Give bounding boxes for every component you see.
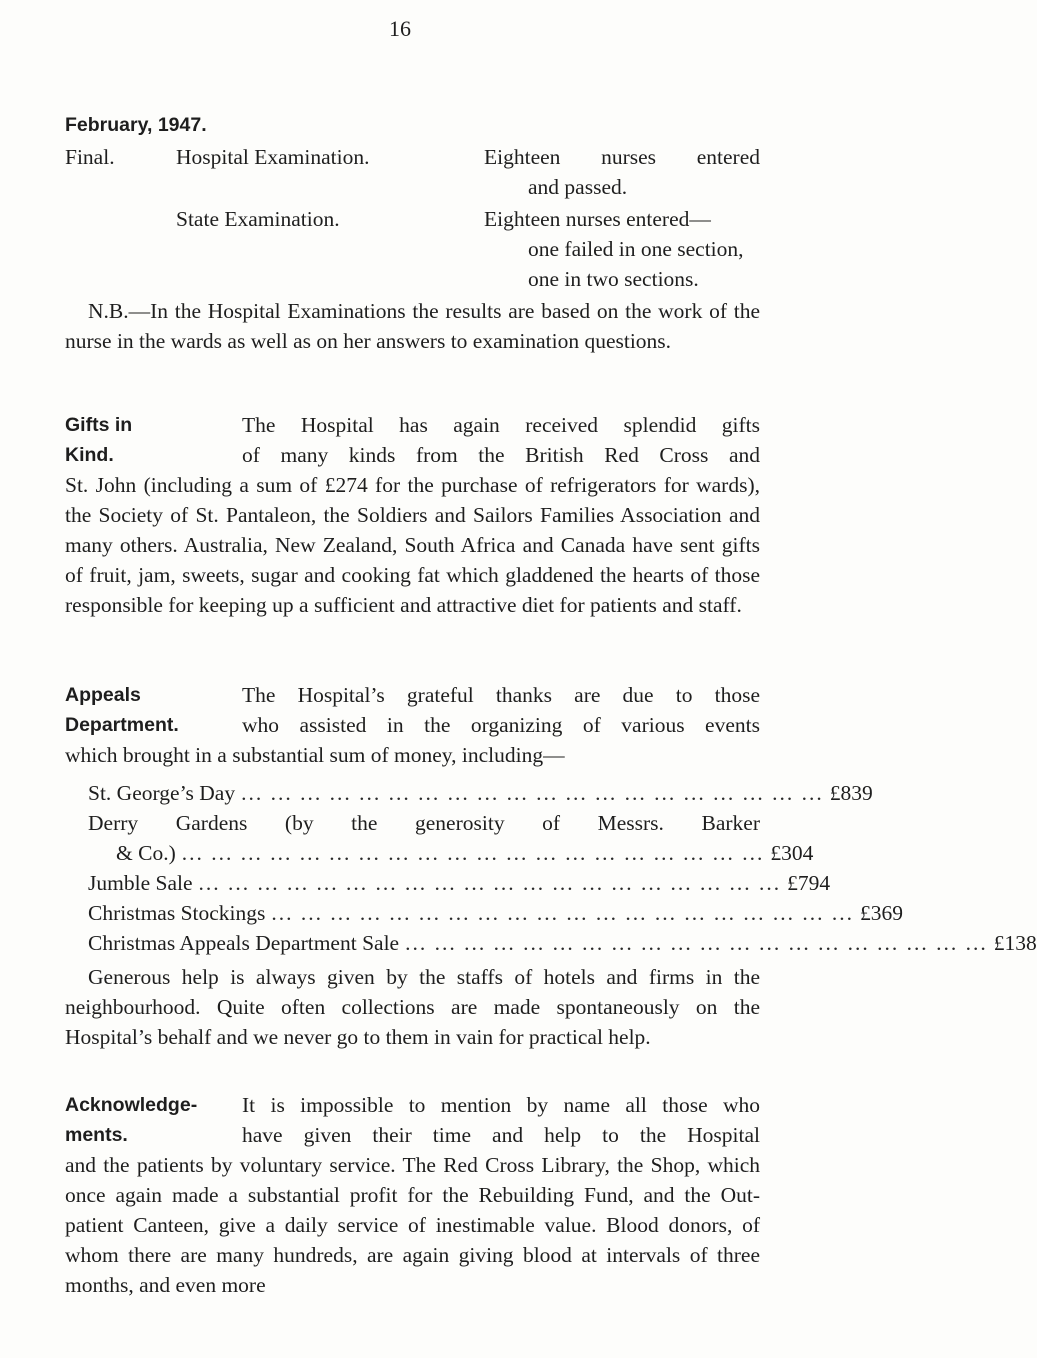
leader-dots: ... ... ... ... ... ... ... ... ... ... ... ... ... ... ... ... ... ... ... ... <box>405 931 988 955</box>
appeal-item <box>88 928 1037 958</box>
ack-second-line: have given their time and help to the Hospital <box>242 1123 760 1147</box>
appeals-heading-line2: Department. <box>65 714 179 736</box>
gifts-first-line: The Hospital has again received splendid gifts <box>242 413 760 437</box>
state-exam-label: State Examination. <box>176 207 340 231</box>
appeal-item <box>116 838 814 868</box>
appeal-item-amount: £369 <box>860 901 904 925</box>
section-date-heading: February, 1947. <box>65 114 207 136</box>
gifts-heading-line2: Kind. <box>65 444 114 466</box>
gifts-second-line: of many kinds from the British Red Cross and <box>242 443 760 467</box>
appeal-item <box>88 778 873 808</box>
appeal-item-amount: £794 <box>787 871 831 895</box>
exam-note: N.B.—In the Hospital Examinations the results are based on the work of the nurse in the wards as well as on her answers to examination questions. <box>65 299 760 353</box>
leader-dots: ... ... ... ... ... ... ... ... ... ... ... ... ... ... ... ... ... ... ... ... <box>271 901 855 925</box>
gifts-heading-line1: Gifts in <box>65 414 133 436</box>
ack-body: and the patients by voluntary service. The Red Cross Library, the Shop, which once again made a substantial profit for the Rebuilding Fund, and the Out-patient Canteen, give a daily service of inestimable value. Blood donors, of whom there are many hundreds, are again giving blood at intervals of three months, and even more <box>65 1153 760 1297</box>
appeals-closing: Generous help is always given by the staffs of hotels and firms in the neighbourhood. Quite often collections are made spontaneously on the Hospital’s behalf and we never go to them in vain for practical help. <box>65 965 760 1049</box>
appeal-item-amount: £138 <box>993 931 1037 955</box>
appeal-item-amount: £839 <box>829 781 873 805</box>
hospital-exam-result-line1: Eighteen nurses entered <box>484 145 760 169</box>
appeals-heading-line1: Appeals <box>65 684 141 706</box>
ack-first-line: It is impossible to mention by name all those who <box>242 1093 760 1117</box>
appeal-item-label: Christmas Appeals Department Sale <box>88 931 400 955</box>
leader-dots: ... ... ... ... ... ... ... ... ... ... ... ... ... ... ... ... ... ... ... ... <box>198 871 782 895</box>
appeals-third-line: which brought in a substantial sum of money, including— <box>65 743 565 767</box>
gifts-body: St. John (including a sum of £274 for the purchase of refrigerators for wards), the Society of St. Pantaleon, the Soldiers and Sailors Families Association and many others. Australia, New Zealand, South Africa and Canada have sent gifts of fruit, jam, sweets, sugar and cooking fat which gladdened the hearts of those responsible for keeping up a sufficient and attractive diet for patients and staff. <box>65 473 760 617</box>
state-exam-result-line3: one in two sections. <box>528 267 699 291</box>
appeal-item <box>88 868 831 898</box>
ack-heading-line1: Acknowledge- <box>65 1094 198 1116</box>
appeal-item-label: St. George’s Day <box>88 781 236 805</box>
leader-dots: ... ... ... ... ... ... ... ... ... ... ... ... ... ... ... ... ... ... ... ... <box>181 841 765 865</box>
appeal-item <box>88 808 760 838</box>
appeal-item-amount: £304 <box>770 841 814 865</box>
final-label: Final. <box>65 145 115 169</box>
appeals-first-line: The Hospital’s grateful thanks are due to those <box>242 683 760 707</box>
hospital-exam-result-line2: and passed. <box>528 175 628 199</box>
ack-heading-line2: ments. <box>65 1124 128 1146</box>
appeal-item-label: Jumble Sale <box>88 871 193 895</box>
appeal-item-label: Christmas Stockings <box>88 901 266 925</box>
state-exam-result-line2: one failed in one section, <box>528 237 744 261</box>
appeal-item-label: & Co.) <box>116 841 176 865</box>
appeal-item <box>88 898 904 928</box>
appeal-item-label: Derry Gardens (by the generosity of Messrs. Barker <box>88 811 760 835</box>
hospital-exam-label: Hospital Examination. <box>176 145 370 169</box>
leader-dots: ... ... ... ... ... ... ... ... ... ... ... ... ... ... ... ... ... ... ... ... <box>241 781 824 805</box>
page-number: 16 <box>389 16 411 41</box>
appeals-second-line: who assisted in the organizing of various events <box>242 713 760 737</box>
state-exam-result-line1: Eighteen nurses entered— <box>484 207 711 231</box>
